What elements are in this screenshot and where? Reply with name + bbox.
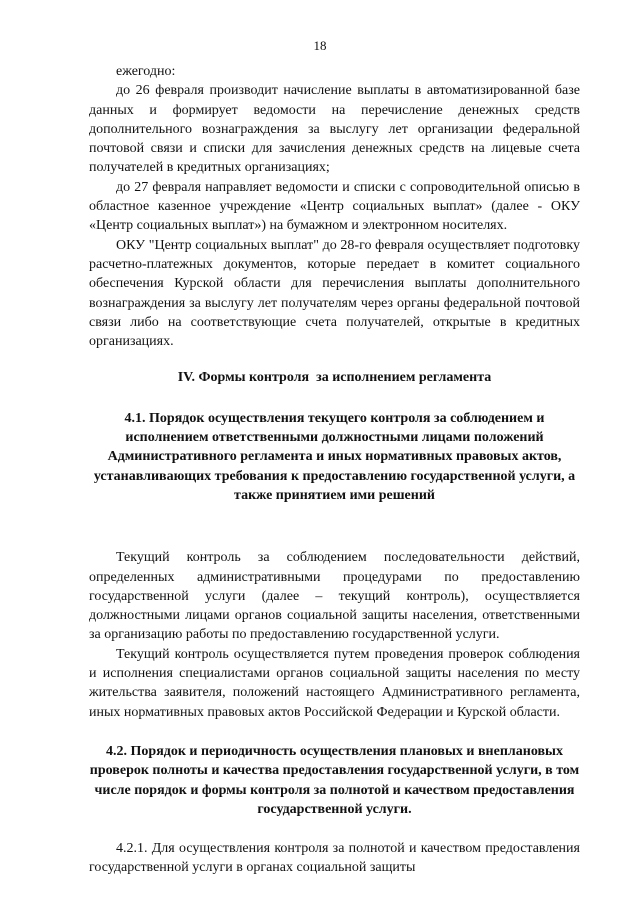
document-body	[89, 62, 580, 878]
page-number: 18	[313, 38, 327, 53]
subsection-heading: 4.1. Порядок осуществления текущего контроля за соблюдением и исполнением ответственными должностными лицами положений Административного регламента и иных нормативных правовых актов, устанавливающих требования к предоставлению государственной услуги, а также принятием ими решений	[93, 410, 576, 503]
body-paragraph: до 26 февраля производит начисление выплаты в автоматизированной базе данных и формирует ведомости на перечисление денежных средств дополнительного вознаграждения за выслугу лет организации федеральной почтовой связи и списки для зачисления денежных средств на лицевые счета получателей в кредитных организациях;	[89, 83, 580, 176]
section-heading: IV. Формы контроля за исполнением регламента	[177, 370, 492, 386]
body-paragraph: ОКУ "Центр социальных выплат" до 28-го февраля осуществляет подготовку расчетно-платежных документов, которые передает в комитет социального обеспечения Курской области для перечисления выплаты дополнительного вознаграждения за выслугу лет получателям через органы федеральной почтовой связи либо на соответствующие счета получателей, открытые в кредитных организациях.	[89, 237, 580, 350]
subsection-heading: 4.2. Порядок и периодичность осуществления плановых и внеплановых проверок полноты и качества предоставления государственной услуги, в том числе порядок и формы контроля за полнотой и качеством предоставления государственной услуги.	[89, 743, 580, 817]
body-paragraph: Текущий контроль осуществляется путем проведения проверок соблюдения и исполнения специалистами органов социальной защиты населения по месту жительства заявителя, положений настоящего Административного регламента, иных нормативных правовых актов Российской Федерации и Курской области.	[89, 646, 580, 720]
spacer	[89, 505, 580, 548]
body-paragraph: Текущий контроль за соблюдением последовательности действий, определенных административными процедурами по предоставлению государственной услуги (далее – текущий контроль), осуществляется должностными лицами органов социальной защиты населения, ответственными за организацию работы по предоставлению государственной услуги.	[89, 550, 580, 643]
body-paragraph: 4.2.1. Для осуществления контроля за полнотой и качеством предоставления государственной услуги в органах социальной защиты	[89, 841, 580, 876]
body-paragraph: ежегодно:	[116, 64, 176, 79]
spacer	[89, 819, 580, 839]
body-paragraph: до 27 февраля направляет ведомости и списки с сопроводительной описью в областное казенное учреждение «Центр социальных выплат» (далее - ОКУ «Центр социальных выплат») на бумажном и электронном носителях.	[89, 179, 580, 234]
